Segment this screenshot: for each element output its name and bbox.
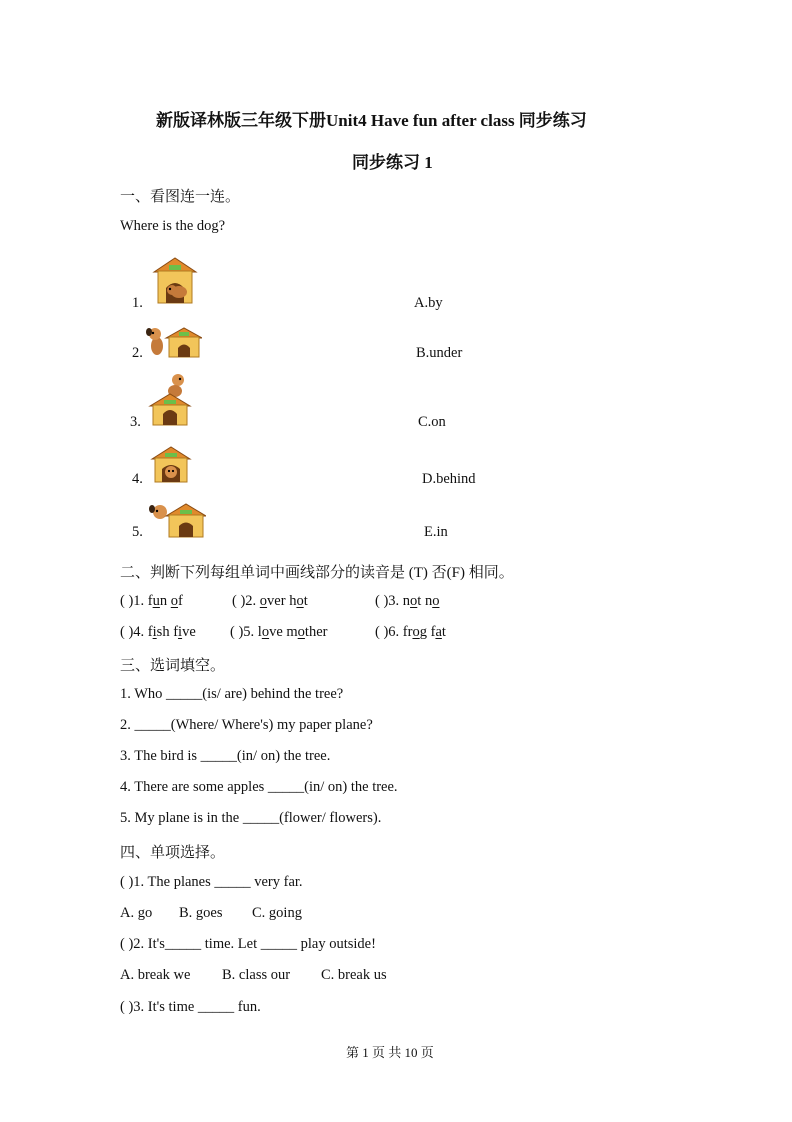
word-b: hot (289, 593, 308, 609)
section3-heading: 三、选词填空。 (120, 658, 226, 674)
item-number: ( )4. (120, 624, 145, 640)
doghouse-dog-on-icon (152, 256, 198, 306)
section1-question: Where is the dog? (120, 218, 226, 234)
word-b: of (170, 593, 183, 609)
page-title: 新版译林版三年级下册Unit4 Have fun after class 同步练习 (156, 111, 587, 130)
choice-option-2a: A. break we (120, 967, 191, 983)
word-b: fat (430, 624, 446, 640)
word-b: no (424, 593, 440, 609)
page-subtitle: 同步练习 1 (352, 153, 433, 172)
word-a: fun (147, 593, 171, 609)
item-number: ( )6. (375, 624, 400, 640)
choice-option-2c: C. break us (321, 967, 387, 983)
match-number-1: 1. (132, 295, 143, 311)
choice-question-2: ( )2. It's_____ time. Let _____ play outside! (120, 936, 376, 952)
fill-item-2: 2. _____(Where/ Where's) my paper plane? (120, 717, 373, 733)
word-b: five (173, 624, 196, 640)
match-number-5: 5. (132, 524, 143, 540)
match-number-4: 4. (132, 471, 143, 487)
match-option-e: E.in (424, 524, 448, 540)
phonics-item-2 (232, 593, 308, 610)
match-option-a: A.by (414, 295, 443, 311)
choice-option-1b: B. goes (179, 905, 223, 921)
phonics-item-4 (120, 624, 196, 641)
fill-item-4: 4. There are some apples _____(in/ on) the tree. (120, 779, 398, 795)
word-a: over (259, 593, 290, 609)
fill-item-1: 1. Who _____(is/ are) behind the tree? (120, 686, 344, 702)
word-b: mother (286, 624, 328, 640)
section1-heading: 一、看图连一连。 (120, 189, 241, 205)
fill-item-3: 3. The bird is _____(in/ on) the tree. (120, 748, 331, 764)
doghouse-dog-in-icon (150, 445, 192, 483)
item-number: ( )3. (375, 593, 400, 609)
page-footer: 第 1 页 共 10 页 (346, 1045, 434, 1060)
section2-heading: 二、判断下列每组单词中画线部分的读音是 (T) 否(F) 相同。 (120, 565, 514, 581)
item-number: ( )5. (230, 624, 255, 640)
choice-option-1a: A. go (120, 905, 153, 921)
word-a: love (257, 624, 287, 640)
match-number-3: 3. (130, 414, 141, 430)
section4-heading: 四、单项选择。 (120, 845, 226, 861)
word-a: not (402, 593, 425, 609)
fill-item-5: 5. My plane is in the _____(flower/ flowers). (120, 810, 382, 826)
match-option-d: D.behind (422, 471, 476, 487)
phonics-item-3 (375, 593, 439, 610)
phonics-item-6 (375, 624, 446, 641)
item-number: ( )1. (120, 593, 145, 609)
choice-option-1c: C. going (252, 905, 302, 921)
doghouse-dog-on-roof-icon (148, 372, 192, 426)
doghouse-dog-behind-icon (148, 502, 206, 538)
match-option-c: C.on (418, 414, 446, 430)
word-a: fish (147, 624, 174, 640)
choice-question-3: ( )3. It's time _____ fun. (120, 999, 261, 1015)
doghouse-dog-by-icon (146, 326, 202, 358)
word-a: frog (402, 624, 431, 640)
choice-option-2b: B. class our (222, 967, 291, 983)
item-number: ( )2. (232, 593, 257, 609)
phonics-item-1 (120, 593, 183, 610)
match-option-b: B.under (416, 345, 463, 361)
phonics-item-5 (230, 624, 327, 641)
choice-question-1: ( )1. The planes _____ very far. (120, 874, 303, 890)
match-number-2: 2. (132, 345, 143, 361)
